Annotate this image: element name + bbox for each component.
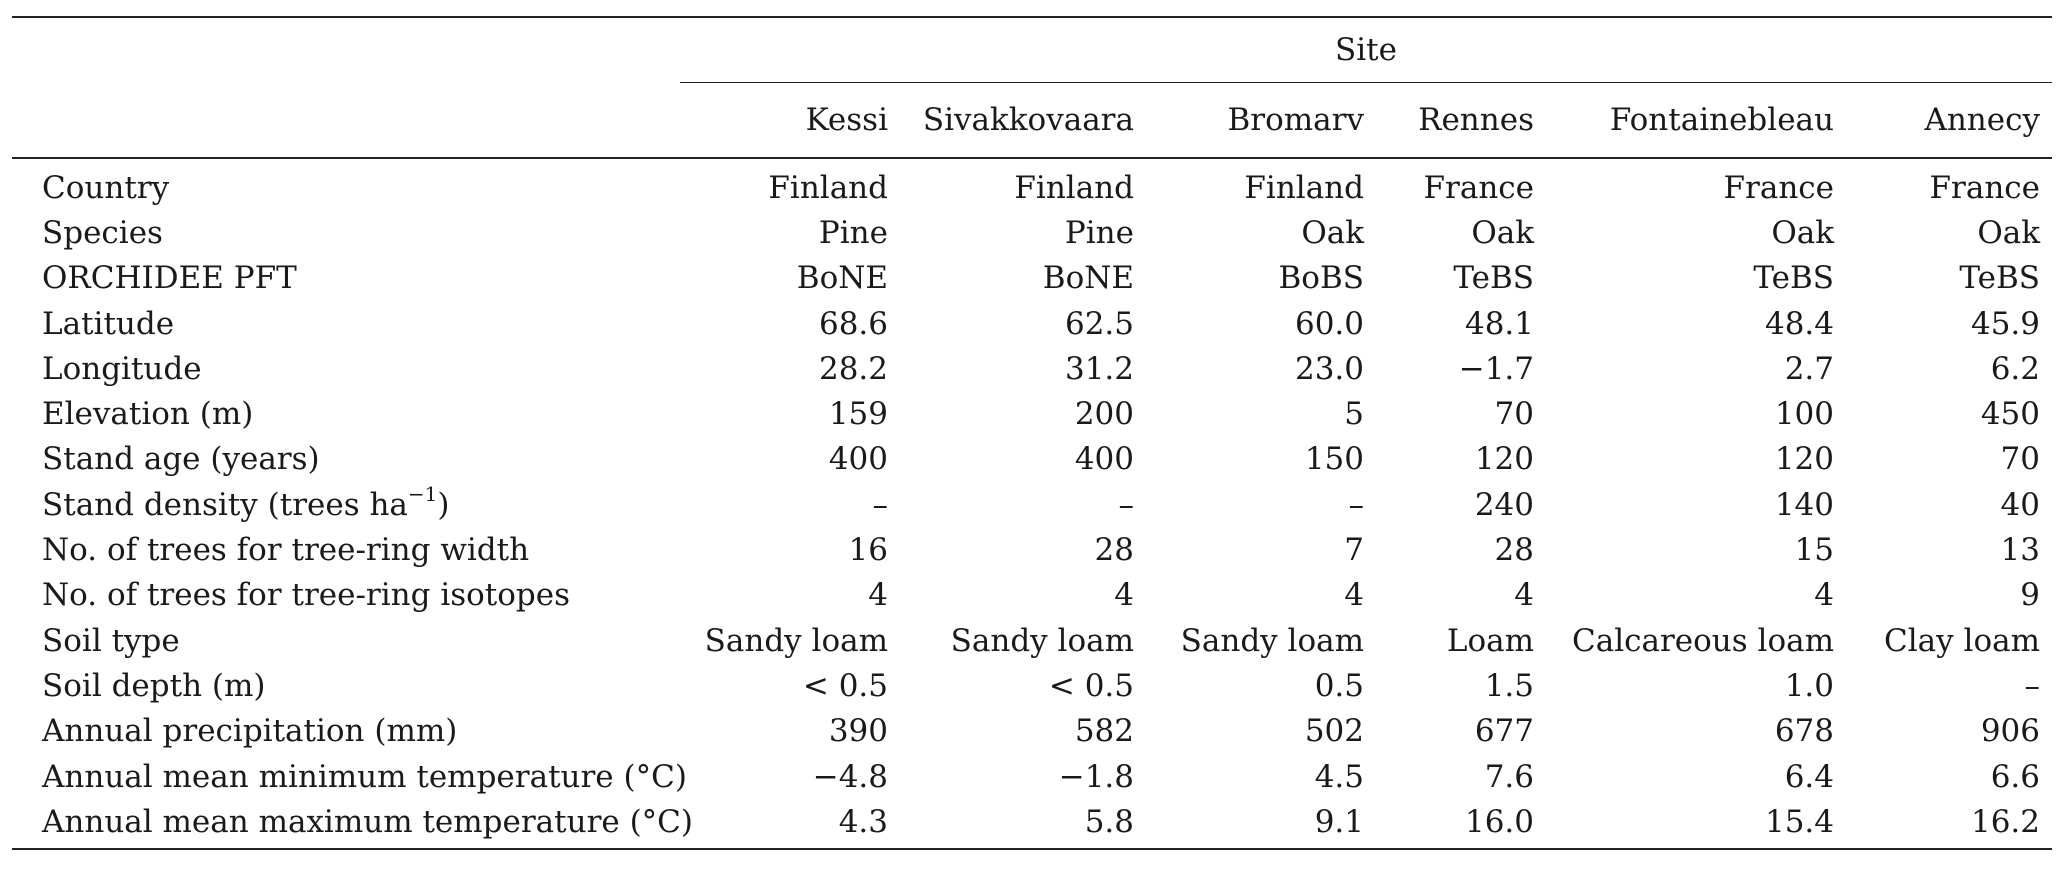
column-header: Sivakkovaara — [900, 83, 1146, 159]
header-blank-cell — [12, 18, 680, 83]
row-label — [12, 663, 680, 708]
table-cell: 15 — [1794, 532, 1834, 569]
row-label-text: Annual mean maximum temperature (°C) — [42, 803, 693, 840]
table-cell: 9.1 — [1146, 799, 1376, 849]
table-cell: < 0.5 — [802, 667, 888, 704]
table-cell: 1.0 — [1784, 667, 1834, 704]
table-row — [12, 210, 2052, 255]
table-cell: 0.5 — [1314, 667, 1364, 704]
column-header: Rennes — [1376, 83, 1546, 159]
table-cell: 7 — [1344, 532, 1364, 569]
table-cell: 677 — [1474, 713, 1534, 750]
column-header: Kessi — [680, 83, 900, 159]
table-cell: 450 — [1980, 396, 2040, 433]
table-cell: 200 — [1074, 396, 1134, 433]
table-cell: 15.4 — [1546, 799, 1846, 849]
table-cell: – — [2024, 667, 2040, 704]
table-cell: 4 — [1814, 577, 1834, 614]
table-cell: 28.2 — [818, 350, 888, 387]
table-cell: 400 — [828, 441, 888, 478]
table-cell: 16.0 — [1376, 799, 1546, 849]
table-cell: 4.3 — [680, 799, 900, 849]
table-cell: 40 — [2000, 486, 2040, 523]
row-label-text: Species — [42, 214, 163, 251]
table-cell: 4 — [1114, 577, 1134, 614]
table-cell: Oak — [1471, 214, 1534, 251]
table-row — [12, 301, 2052, 346]
table-cell: – — [872, 486, 888, 523]
table-cell: 48.1 — [1464, 305, 1534, 342]
table-cell: 120 — [1474, 441, 1534, 478]
table-cell: 4.5 — [1314, 758, 1364, 795]
table-row — [12, 799, 2052, 849]
table-cell: 4 — [1514, 577, 1534, 614]
row-label-text: No. of trees for tree-ring isotopes — [42, 577, 571, 614]
column-header-blank — [12, 83, 680, 159]
table-cell: 4 — [868, 577, 888, 614]
row-label-text: Latitude — [42, 305, 175, 342]
site-characteristics-table-wrapper — [12, 16, 2052, 850]
table-cell: 5 — [1344, 396, 1364, 433]
row-label-suffix: ) — [437, 486, 450, 523]
row-label — [12, 799, 693, 849]
table-cell: TeBS — [1453, 260, 1534, 297]
table-cell: – — [1118, 486, 1134, 523]
table-cell: 48.4 — [1764, 305, 1834, 342]
table-row — [12, 754, 2052, 799]
row-label — [12, 573, 680, 618]
table-cell: Pine — [818, 214, 888, 251]
row-label — [12, 301, 680, 346]
row-label — [12, 391, 680, 436]
table-cell: France — [1929, 169, 2040, 206]
row-label-text: Soil type — [42, 622, 180, 659]
table-cell: 678 — [1774, 713, 1834, 750]
table-cell: 2.7 — [1784, 350, 1834, 387]
table-cell: Finland — [768, 169, 888, 206]
table-cell: 60.0 — [1294, 305, 1364, 342]
table-cell: 6.6 — [1990, 758, 2040, 795]
table-cell: 502 — [1304, 713, 1364, 750]
table-cell: 28 — [1094, 532, 1134, 569]
table-cell: BoBS — [1278, 260, 1364, 297]
table-cell: Finland — [1244, 169, 1364, 206]
table-cell: 23.0 — [1294, 350, 1364, 387]
row-label-text: Longitude — [42, 350, 202, 387]
table-cell: 150 — [1304, 441, 1364, 478]
table-cell: Pine — [1064, 214, 1134, 251]
table-cell: 390 — [828, 713, 888, 750]
column-header: Bromarv — [1146, 83, 1376, 159]
table-cell: Oak — [1301, 214, 1364, 251]
table-cell: 120 — [1774, 441, 1834, 478]
table-cell: Oak — [1771, 214, 1834, 251]
row-label — [12, 256, 680, 301]
table-cell: TeBS — [1753, 260, 1834, 297]
table-cell: TeBS — [1959, 260, 2040, 297]
row-label-text: Annual mean minimum temperature (°C) — [42, 758, 687, 795]
table-cell: BoNE — [1042, 260, 1134, 297]
table-cell: 13 — [2000, 532, 2040, 569]
table-cell: – — [1348, 486, 1364, 523]
table-row — [12, 527, 2052, 572]
table-cell: 16.2 — [1846, 799, 2052, 849]
table-cell: 31.2 — [1064, 350, 1134, 387]
row-label-text: Annual precipitation (mm) — [42, 713, 458, 750]
row-label-text: No. of trees for tree-ring width — [42, 532, 530, 569]
table-cell: Calcareous loam — [1572, 622, 1834, 659]
table-cell: Sandy loam — [704, 622, 888, 659]
table-row — [12, 618, 2052, 663]
row-label — [12, 158, 680, 210]
table-cell: 6.2 — [1990, 350, 2040, 387]
row-label — [12, 210, 680, 255]
table-row — [12, 663, 2052, 708]
column-header: Annecy — [1846, 83, 2052, 159]
row-label-text: Stand age (years) — [42, 441, 320, 478]
table-cell: 62.5 — [1064, 305, 1134, 342]
row-label-text: Stand density (trees ha — [42, 486, 408, 523]
row-label — [12, 709, 680, 754]
table-cell: 140 — [1774, 486, 1834, 523]
table-cell: 582 — [1074, 713, 1134, 750]
row-label-text: ORCHIDEE PFT — [42, 260, 297, 297]
table-cell: 240 — [1474, 486, 1534, 523]
table-header — [12, 17, 2052, 158]
row-label-superscript: −1 — [407, 481, 438, 506]
table-cell: 28 — [1494, 532, 1534, 569]
table-row — [12, 482, 2052, 527]
row-label — [12, 754, 687, 799]
table-row — [12, 256, 2052, 301]
site-characteristics-table — [12, 16, 2052, 850]
table-cell: Finland — [1014, 169, 1134, 206]
table-cell: BoNE — [796, 260, 888, 297]
row-label-text: Elevation (m) — [42, 396, 254, 433]
table-cell: Clay loam — [1884, 622, 2040, 659]
row-label-text: Soil depth (m) — [42, 667, 266, 704]
table-cell: Sandy loam — [950, 622, 1134, 659]
table-cell: 9 — [2020, 577, 2040, 614]
table-row — [12, 573, 2052, 618]
table-cell: 4 — [1344, 577, 1364, 614]
table-cell: Oak — [1977, 214, 2040, 251]
table-cell: 100 — [1774, 396, 1834, 433]
table-cell: 45.9 — [1970, 305, 2040, 342]
table-cell: 7.6 — [1484, 758, 1534, 795]
table-cell: 400 — [1074, 441, 1134, 478]
row-label — [12, 346, 680, 391]
table-cell: −4.8 — [812, 758, 888, 795]
table-body — [12, 158, 2052, 849]
table-cell: 906 — [1980, 713, 2040, 750]
row-label — [12, 618, 680, 663]
table-cell: < 0.5 — [1048, 667, 1134, 704]
row-label — [12, 527, 680, 572]
table-cell: −1.8 — [1058, 758, 1134, 795]
table-cell: 70 — [2000, 441, 2040, 478]
group-header-row — [12, 18, 2052, 83]
table-cell: 16 — [848, 532, 888, 569]
table-row — [12, 158, 2052, 210]
table-cell: 70 — [1494, 396, 1534, 433]
table-cell: France — [1723, 169, 1834, 206]
table-cell: France — [1423, 169, 1534, 206]
site-group-header: Site — [680, 18, 2052, 83]
column-header: Fontainebleau — [1546, 83, 1846, 159]
table-cell: 1.5 — [1484, 667, 1534, 704]
table-cell: 68.6 — [818, 305, 888, 342]
table-row — [12, 709, 2052, 754]
column-header-row — [12, 83, 2052, 159]
table-cell: −1.7 — [1458, 350, 1534, 387]
table-row — [12, 391, 2052, 436]
table-cell: 6.4 — [1784, 758, 1834, 795]
table-cell: 5.8 — [900, 799, 1146, 849]
table-cell: Sandy loam — [1180, 622, 1364, 659]
row-label — [12, 437, 680, 482]
table-row — [12, 346, 2052, 391]
table-row — [12, 437, 2052, 482]
row-label — [12, 482, 680, 527]
row-label-text: Country — [42, 169, 170, 206]
table-cell: Loam — [1446, 622, 1534, 659]
table-cell: 159 — [828, 396, 888, 433]
